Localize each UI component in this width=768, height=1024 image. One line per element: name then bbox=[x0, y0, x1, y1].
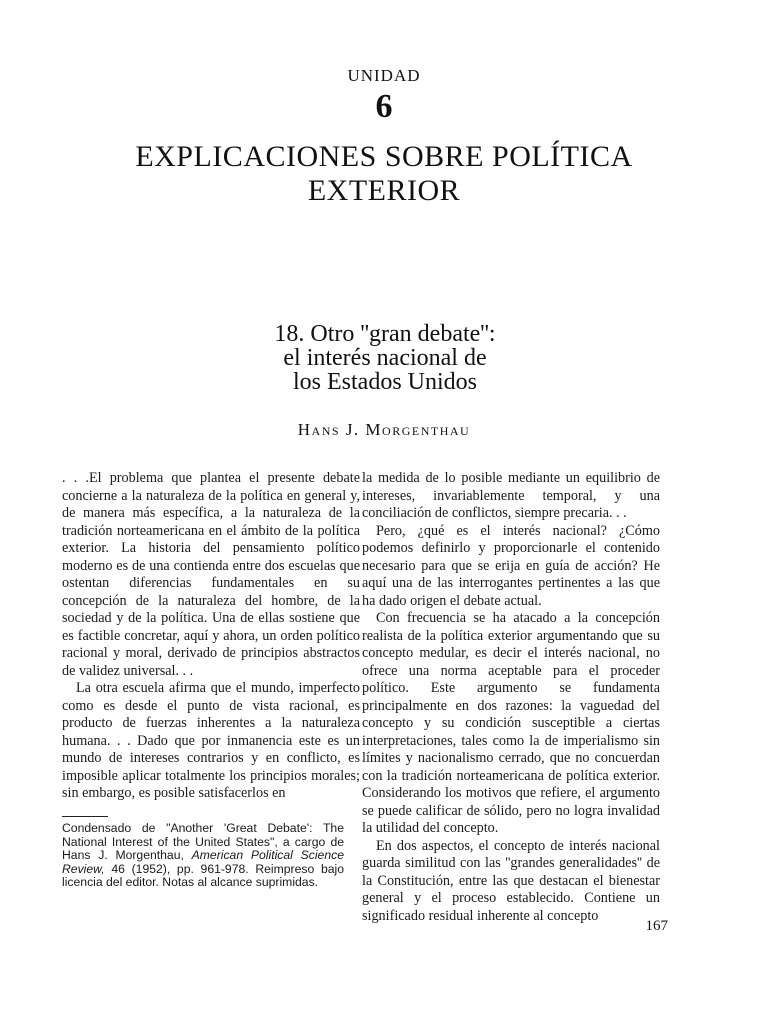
left-paragraph-2: La otra escuela afirma que el mundo, imperfecto como es desde el punto de vista racional, es producto de fuerzas inherentes a la naturaleza humana. . . Dado que por inmanencia este es un mundo de intereses contrarios y en conflicto, es imposible aplicar totalmente los principios morales; sin embargo, es posible satisfacerlos en bbox=[62, 680, 360, 801]
footnote-divider bbox=[62, 816, 108, 817]
right-paragraph-1: la medida de lo posible mediante un equilibrio de intereses, invariablemente temporal, y una conciliación de conflictos, siempre precaria. . . bbox=[362, 470, 660, 521]
article-title bbox=[150, 322, 620, 394]
article-author: Hans J. Morgenthau bbox=[297, 420, 471, 439]
unit-label: UNIDAD bbox=[347, 66, 421, 85]
footnote-text-before: Condensado de "Another 'Great Debate': The National Interest of the United States", a cargo de Hans J. Morgenthau, bbox=[62, 821, 344, 862]
right-paragraph-3: Con frecuencia se ha atacado a la concepción realista de la política exterior argumentando que su concepto medular, es decir el interés nacional, no ofrece una norma aceptable para el proceder político. Este argumento se fundamenta principalmente en dos razones: la vaguedad del concepto y su condición susceptible a ciertas interpretaciones, tales como la de imperialismo sin límites y nacionalismo cerrado, que no concuerdan con la tradición norteamericana de política exterior. Considerando los motivos que refiere, el argumento se puede calificar de sólido, pero no logra invalidad la utilidad del concepto. bbox=[362, 610, 660, 836]
article-title-line-1: 18. Otro ''gran debate'': bbox=[274, 321, 496, 347]
footnote-journal: American Political Science Review, bbox=[62, 848, 344, 876]
article-title-line-2: el interés nacional de bbox=[283, 345, 487, 371]
right-column bbox=[362, 470, 660, 925]
left-paragraph-1: . . .El problema que plantea el presente debate concierne a la naturaleza de la política en general y, de manera más específica, a la naturaleza de la tradición norteamericana en el ámbito de la política exterior. La historia del pensamiento político moderno es de una contienda entre dos escuelas que ostentan diferencias fundamentales en su concepción de la naturaleza del hombre, de la sociedad y de la política. Una de ellas sostiene que es factible concretar, aquí y ahora, un orden político racional y moral, derivado de principios abstractos de validez universal. . . bbox=[62, 470, 360, 679]
right-paragraph-2: Pero, ¿qué es el interés nacional? ¿Cómo podemos definirlo y proporcionarle el contenido necesario para que se erija en guía de acción? He aquí una de las interrogantes pertinentes a las que ha dado origen el debate actual. bbox=[362, 522, 660, 609]
footnote-text-after: 46 (1952), pp. 961-978. Reimpreso bajo licencia del editor. Notas al alcance suprimidas. bbox=[62, 861, 344, 889]
unit-title: EXPLICACIONES SOBRE POLÍTICA EXTERIOR bbox=[135, 140, 633, 207]
left-column bbox=[62, 470, 360, 803]
footnote bbox=[62, 822, 344, 890]
article-title-line-3: los Estados Unidos bbox=[292, 369, 477, 395]
page-number: 167 bbox=[645, 918, 668, 934]
right-paragraph-4: En dos aspectos, el concepto de interés nacional guarda similitud con las ''grandes generalidades'' de la Constitución, entre las que destacan el bienestar general y el proceso establecido. Contiene un significado residual inherente al concepto bbox=[362, 837, 660, 924]
unit-number: 6 bbox=[375, 88, 393, 125]
